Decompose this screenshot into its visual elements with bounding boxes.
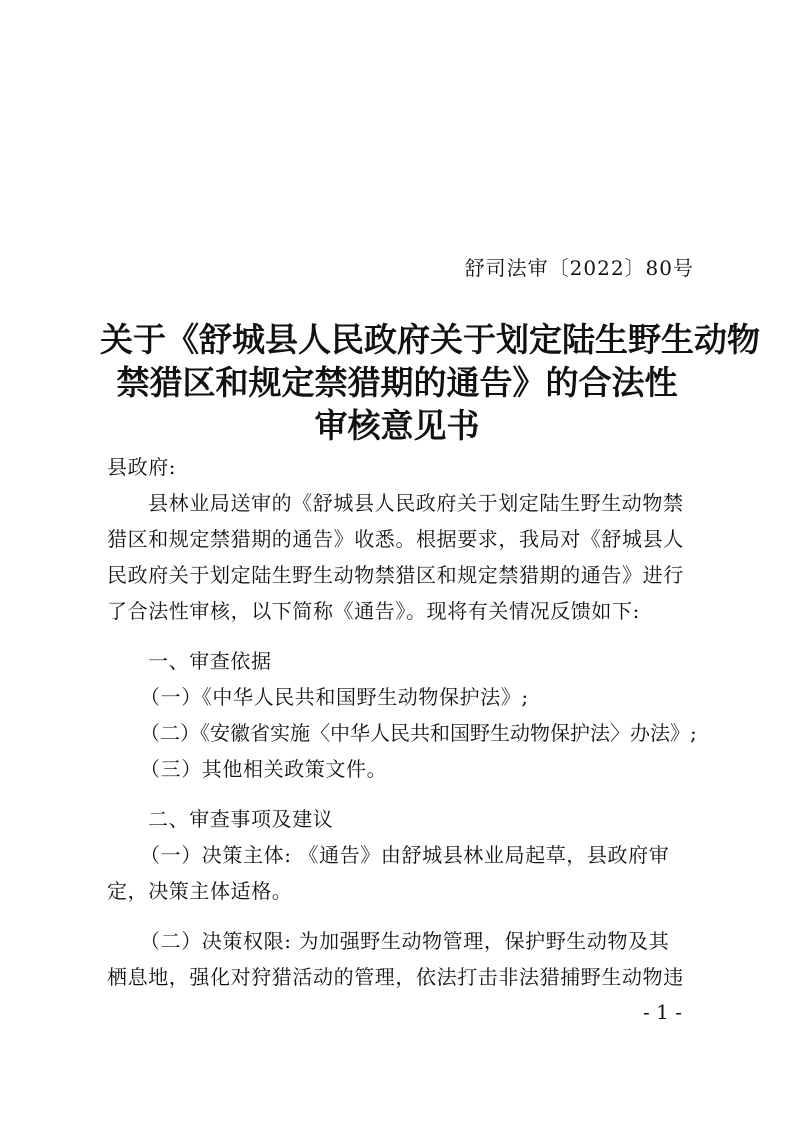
title-line: 关于《舒城县人民政府关于划定陆生野生动物 bbox=[100, 320, 760, 359]
salutation: 县政府: bbox=[107, 455, 177, 479]
title-line: 审核意见书 bbox=[314, 406, 480, 445]
basis-item: （二）《安徽省实施〈中华人民共和国野生动物保护法〉办法》; bbox=[140, 721, 697, 745]
intro-paragraph-line: 猎区和规定禁猎期的通告》收悉。根据要求，我局对《舒城县人 bbox=[107, 527, 684, 551]
title-line: 禁猎区和规定禁猎期的通告》的合法性 bbox=[116, 363, 678, 402]
review-item-line: （一）决策主体: 《通告》由舒城县林业局起草，县政府审 bbox=[140, 843, 670, 867]
page-number: - 1 - bbox=[643, 1000, 682, 1024]
section-heading: 二、审查事项及建议 bbox=[148, 807, 334, 831]
basis-item: （三）其他相关政策文件。 bbox=[140, 757, 388, 781]
intro-paragraph-line: 县林业局送审的《舒城县人民政府关于划定陆生野生动物禁 bbox=[148, 491, 684, 515]
document-title bbox=[100, 318, 760, 447]
section-heading: 一、审查依据 bbox=[148, 649, 272, 673]
basis-item: （一）《中华人民共和国野生动物保护法》; bbox=[140, 685, 529, 709]
review-item-line: 定，决策主体适格。 bbox=[107, 879, 293, 903]
review-item-line: （二）决策权限: 为加强野生动物管理，保护野生动物及其 bbox=[140, 929, 670, 953]
intro-paragraph-line: 民政府关于划定陆生野生动物禁猎区和规定禁猎期的通告》进行 bbox=[107, 563, 684, 587]
document-number: 舒司法审〔2022〕80号 bbox=[464, 256, 694, 280]
review-item-line: 栖息地，强化对狩猎活动的管理，依法打击非法猎捕野生动物违 bbox=[107, 965, 684, 989]
intro-paragraph-line: 了合法性审核，以下简称《通告》。现将有关情况反馈如下: bbox=[107, 599, 640, 623]
